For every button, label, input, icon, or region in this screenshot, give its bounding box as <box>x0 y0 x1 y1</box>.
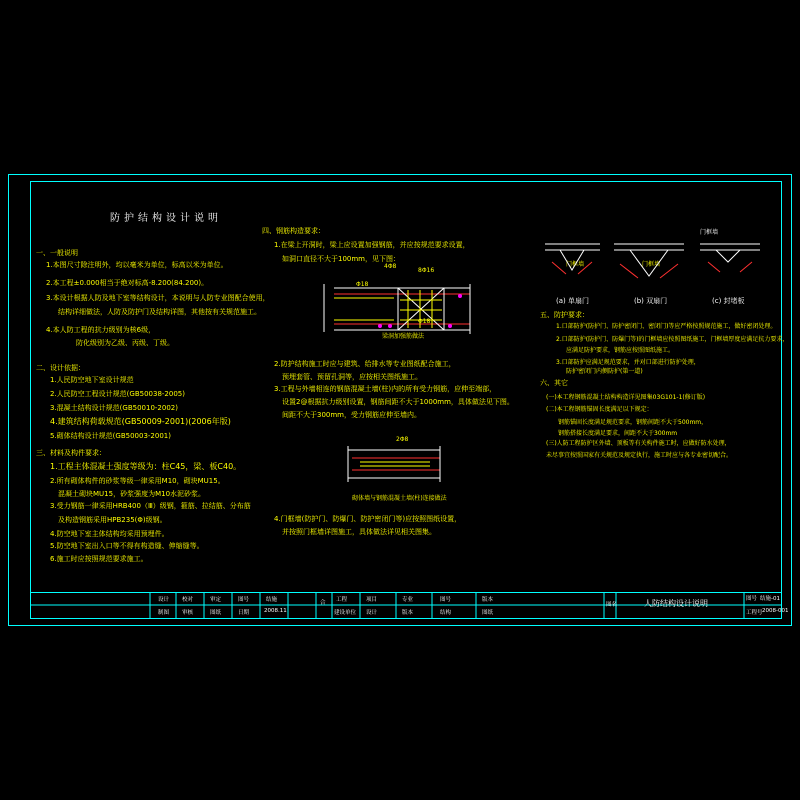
door-fig-label: 门框墙 <box>566 261 585 268</box>
section-1-line: 2.本工程±0.000相当于绝对标高-8.200(84.200)。 <box>46 279 209 287</box>
title-block-cell: 设计 <box>366 610 378 616</box>
section-4-item-2: 2.防护结构施工时应与建筑、给排水等专业图纸配合施工， <box>274 360 456 368</box>
detail-2-caption: 砌体墙与钢筋混凝土墙(柱)连接做法 <box>352 495 447 502</box>
door-fig-caption: (c) 封堵板 <box>712 297 745 305</box>
drawing-number: 结施-01 <box>760 596 780 602</box>
title-block-cell: 专业 <box>402 597 414 603</box>
section-6-line: (一)本工程钢筋混凝土结构构造详见图集03G101-1(修订版) <box>546 394 706 401</box>
section-2-line: 5.砌体结构设计规范(GB50003-2001) <box>50 432 171 440</box>
section-6-line: 钢筋锚固长度满足规范要求，钢筋间距不大于500mm， <box>558 419 708 426</box>
section-3-line: 5.防空地下室出入口等不得有构造缝、伸缩缝等。 <box>50 542 204 550</box>
title-block-cell: 结构 <box>440 610 452 616</box>
section-1-heading: 一、一般说明 <box>36 249 78 257</box>
notes-title: 防护结构设计说明 <box>110 213 222 224</box>
section-4-heading: 四、钢筋构造要求： <box>262 227 325 235</box>
detail-1-caption: 梁洞加强筋做法 <box>382 333 425 340</box>
section-3-line: 3.受力钢筋一律采用HRB400（Ⅲ）级钢，箍筋、拉结筋、分布筋 <box>50 502 251 510</box>
detail-1-label: Φ18 <box>418 318 431 325</box>
title-block-cell: 工程 <box>336 597 348 603</box>
section-6-line: (三)人防工程防护区外墙、顶板等有关构件施工时，应做好防水处理， <box>546 440 731 447</box>
title-block-cell: 建设单位 <box>334 610 357 616</box>
section-3-line: 混凝土砌块MU15，砂浆强度为M10水泥砂浆。 <box>58 490 206 498</box>
section-2-line: 3.混凝土结构设计规范(GB50010-2002) <box>50 404 178 412</box>
wall-connection-detail <box>348 446 440 482</box>
section-2-line: 4.建筑结构荷载规范(GB50009-2001)(2006年版) <box>50 417 231 426</box>
detail-1-label: Φ18 <box>356 281 369 288</box>
section-4-item-4: 并按照门框墙详图施工，具体做法详见相关图集。 <box>282 528 436 536</box>
section-5-heading: 五、防护要求： <box>540 311 589 319</box>
door-fig-label: 门框墙 <box>700 229 719 236</box>
title-block-cell: 结施 <box>266 597 278 603</box>
section-1-line: 防化级别为乙级、丙级、丁级。 <box>76 339 174 347</box>
title-block-cell: 制图 <box>158 610 170 616</box>
section-2-line: 2.人民防空工程设计规范(GB50038-2005) <box>50 390 185 398</box>
title-block-cell: 版本 <box>482 597 494 603</box>
title-block-date: 2008.11 <box>264 608 287 614</box>
title-block-cell: 审核 <box>182 610 194 616</box>
sheet-title: 人防结构设计说明 <box>644 599 708 608</box>
section-3-heading: 三、材料及构件要求： <box>36 449 106 457</box>
title-block-cell: 版本 <box>402 610 414 616</box>
title-block-cell: 日期 <box>238 610 250 616</box>
title-block-cell: 审定 <box>210 597 222 603</box>
section-3-line: 6.施工时应按照规范要求施工。 <box>50 555 148 563</box>
section-4-item-3: 间距不大于300mm，受力钢筋应伸至墙内。 <box>282 411 421 419</box>
title-block-stamp: 合 <box>320 600 326 606</box>
door-fig-label: 门框墙 <box>642 261 661 268</box>
section-5-line: 2.口部防护(防护门、防爆门等)的门框墙应按照图纸施工，门框墙厚度应满足抗力要求， <box>556 336 789 343</box>
section-6-heading: 六、其它 <box>540 379 568 387</box>
section-3-line: 及构造钢筋采用HPB235(Φ)级钢。 <box>58 516 167 524</box>
section-3-line: 2.所有砌体构件的砂浆等级一律采用M10，砌块MU15。 <box>50 477 225 485</box>
door-fig-caption: (b) 双扇门 <box>634 297 668 305</box>
section-4-item-3: 3.工程与外墙相连的钢筋混凝土墙(柱)内的所有受力钢筋，应伸至端部， <box>274 385 497 393</box>
detail-2-label: 2Φ8 <box>396 436 409 443</box>
detail-1-label: 8Φ16 <box>418 267 435 274</box>
section-2-line: 1.人民防空地下室设计规范 <box>50 376 134 384</box>
section-3-line: 4.防空地下室主体结构均采用预埋件。 <box>50 530 169 538</box>
section-1-line: 结构详细做法，人防及防护门及结构详图，其他按有关规范施工。 <box>58 308 261 316</box>
title-block-cell: 图纸 <box>210 610 222 616</box>
section-4-item-1: 1.在梁上开洞时，梁上应设置加强钢筋，并应按规范要求设置， <box>274 241 470 249</box>
project-number: 2008-001 <box>762 608 789 614</box>
title-block-cell: 图号 <box>238 597 250 603</box>
section-6-line: (二)本工程钢筋锚固长度满足以下规定： <box>546 406 653 413</box>
detail-1-label: 4Φ8 <box>384 263 397 270</box>
door-figures <box>545 244 760 278</box>
section-4-item-3: 设置2@根据抗力级别设置，钢筋间距不大于1000mm，具体做法见下图。 <box>282 398 514 406</box>
title-block-cell: 项目 <box>366 597 378 603</box>
section-5-line: 防护密闭门内侧防护(第一道) <box>566 368 643 375</box>
section-6-line: 钢筋搭接长度满足要求，间距不大于300mm <box>558 430 678 437</box>
door-fig-caption: (a) 单扇门 <box>556 297 589 305</box>
beam-opening-detail <box>324 281 470 334</box>
section-2-heading: 二、设计依据： <box>36 364 85 372</box>
drawing-number-label: 图号 <box>746 596 758 602</box>
section-3-line: 1.工程主体混凝土强度等级为：柱C45，梁、板C40。 <box>50 462 242 471</box>
section-4-item-2: 预埋套管、预留孔洞等，应按相关图纸施工。 <box>282 373 422 381</box>
title-block-cell: 校对 <box>182 597 194 603</box>
sheet-title-label: 图名 <box>606 602 618 608</box>
section-6-line: 未尽事宜按照国家有关规范及规定执行，施工时应与各专业密切配合。 <box>546 452 733 459</box>
title-block-cell: 图纸 <box>482 610 494 616</box>
title-block-cell: 设计 <box>158 597 170 603</box>
section-1-line: 3.本设计根据人防及地下室等结构设计，本说明与人防专业图配合使用， <box>46 294 270 302</box>
project-number-label: 工程号 <box>746 610 763 616</box>
section-4-item-1: 如洞口直径不大于100mm，见下图： <box>282 255 400 263</box>
section-1-line: 1.本图尺寸除注明外，均以毫米为单位，标高以米为单位。 <box>46 261 228 269</box>
section-5-line: 应满足防护要求，钢筋应按照图纸施工。 <box>566 347 675 354</box>
section-1-line: 4.本人防工程的抗力级别为核6级， <box>46 326 156 334</box>
title-block-cell: 图号 <box>440 597 452 603</box>
section-5-line: 1.口部防护(防护门、防护密闭门、密闭门)等应严格按照规范施工，做好密闭处理。 <box>556 323 777 330</box>
section-4-item-4: 4.门框墙(防护门、防爆门、防护密闭门等)应按照图纸设置， <box>274 515 462 523</box>
section-5-line: 3.口部防护应满足规范要求，并对口部进行防护处理， <box>556 359 700 366</box>
